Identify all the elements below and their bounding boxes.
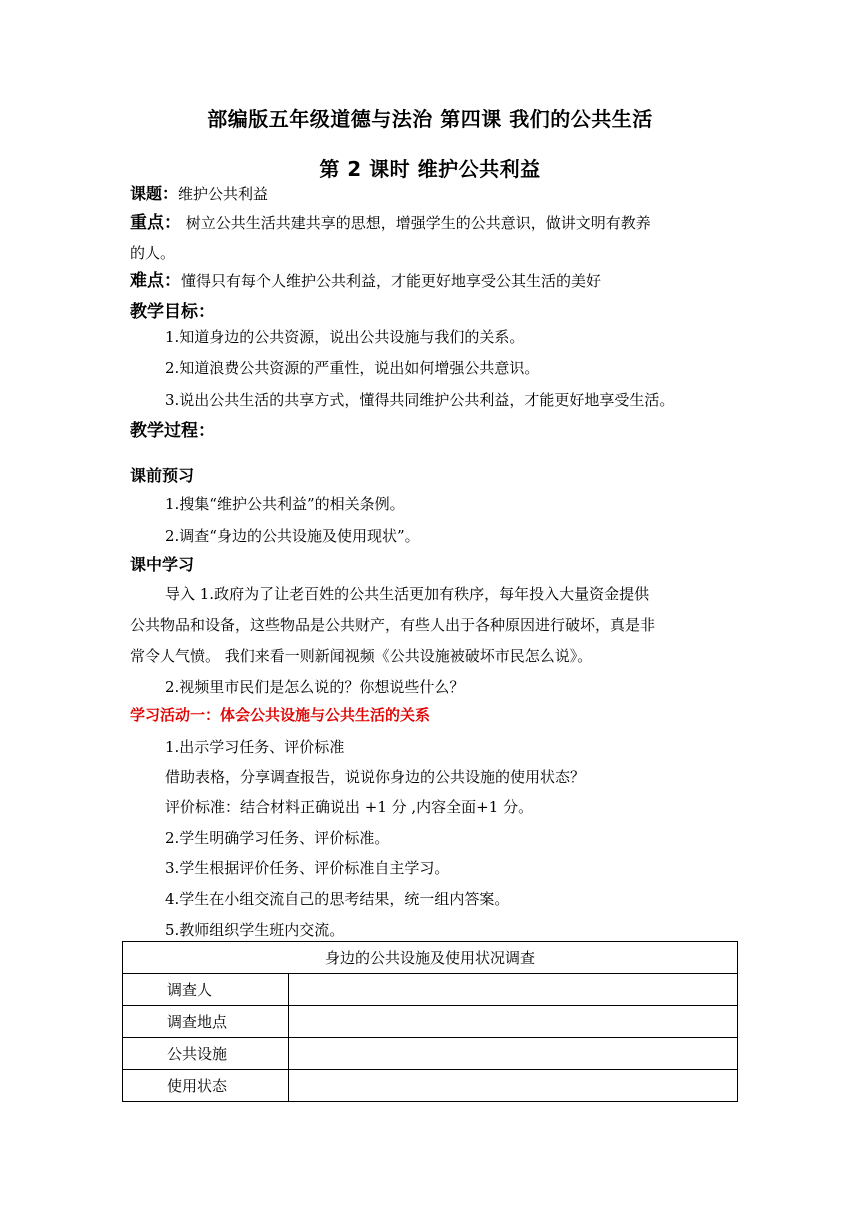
input-cell[interactable] <box>289 1070 738 1102</box>
difficulty-line <box>130 271 601 291</box>
table-row <box>123 1038 738 1070</box>
document-title: 部编版五年级道德与法治 第四课 我们的公共生活 <box>207 107 653 131</box>
difficulty-value: 懂得只有每个人维护公共利益，才能更好地享受公其生活的美好 <box>181 272 602 290</box>
key-point-text-2: 的人。 <box>130 244 176 262</box>
activity1-step: 3.学生根据评价任务、评价标准自主学习。 <box>165 859 450 877</box>
preview-item: 1.搜集“维护公共利益”的相关条例。 <box>165 495 405 513</box>
table-row <box>123 1070 738 1102</box>
intro-paragraph-line: 公共物品和设备，这些物品是公共财产，有些人出于各种原因进行破坏，真是非 <box>130 616 656 634</box>
objective-item: 1.知道身边的公共资源，说出公共设施与我们的关系。 <box>165 328 525 346</box>
row-label: 使用状态 <box>123 1070 289 1102</box>
input-cell[interactable] <box>289 974 738 1006</box>
table-row <box>123 1006 738 1038</box>
intro-paragraph-line: 常令人气愤。 我们来看一则新闻视频《公共设施被破坏市民怎么说》。 <box>130 647 593 665</box>
topic-label: 课题： <box>130 184 179 203</box>
lesson-subtitle: 第 2 课时 维护公共利益 <box>319 157 541 181</box>
objective-item: 2.知道浪费公共资源的严重性，说出如何增强公共意识。 <box>165 359 540 377</box>
row-label: 调查人 <box>123 974 289 1006</box>
activity1-step: 4.学生在小组交流自己的思考结果，统一组内答案。 <box>165 890 510 908</box>
topic-line <box>130 184 268 204</box>
activity1-heading: 学习活动一：体会公共设施与公共生活的关系 <box>130 706 431 724</box>
row-label: 调查地点 <box>123 1006 289 1038</box>
key-point-line <box>130 213 651 233</box>
in-class-heading: 课中学习 <box>130 555 195 574</box>
topic-value: 维护公共利益 <box>178 185 269 203</box>
preview-item: 2.调查“身边的公共设施及使用现状”。 <box>165 527 420 545</box>
process-heading: 教学过程： <box>130 421 215 441</box>
intro-question: 2.视频里市民们是怎么说的？你想说些什么？ <box>165 678 465 696</box>
key-point-label: 重点： <box>130 213 181 233</box>
table-row <box>123 974 738 1006</box>
preview-heading: 课前预习 <box>130 466 195 485</box>
intro-paragraph-line: 导入 1.政府为了让老百姓的公共生活更加有秩序，每年投入大量资金提供 <box>165 585 650 603</box>
survey-table <box>122 941 738 1102</box>
input-cell[interactable] <box>289 1006 738 1038</box>
objective-item: 3.说出公共生活的共享方式，懂得共同维护公共利益，才能更好地享受生活。 <box>165 391 675 409</box>
survey-table-title: 身边的公共设施及使用状况调查 <box>123 942 738 974</box>
activity1-step: 5.教师组织学生班内交流。 <box>165 921 345 939</box>
difficulty-label: 难点： <box>130 271 181 291</box>
activity1-step: 评价标准：结合材料正确说出 +1 分 ,内容全面+1 分。 <box>165 798 534 816</box>
activity1-step: 借助表格，分享调查报告，说说你身边的公共设施的使用状态？ <box>165 768 586 786</box>
activity1-step: 2.学生明确学习任务、评价标准。 <box>165 829 390 847</box>
objectives-heading: 教学目标： <box>130 302 215 322</box>
input-cell[interactable] <box>289 1038 738 1070</box>
activity1-step: 1.出示学习任务、评价标准 <box>165 738 345 756</box>
row-label: 公共设施 <box>123 1038 289 1070</box>
table-header-row <box>123 942 738 974</box>
key-point-text-1: 树立公共生活共建共享的思想，增强学生的公共意识，做讲文明有教养 <box>181 214 651 232</box>
